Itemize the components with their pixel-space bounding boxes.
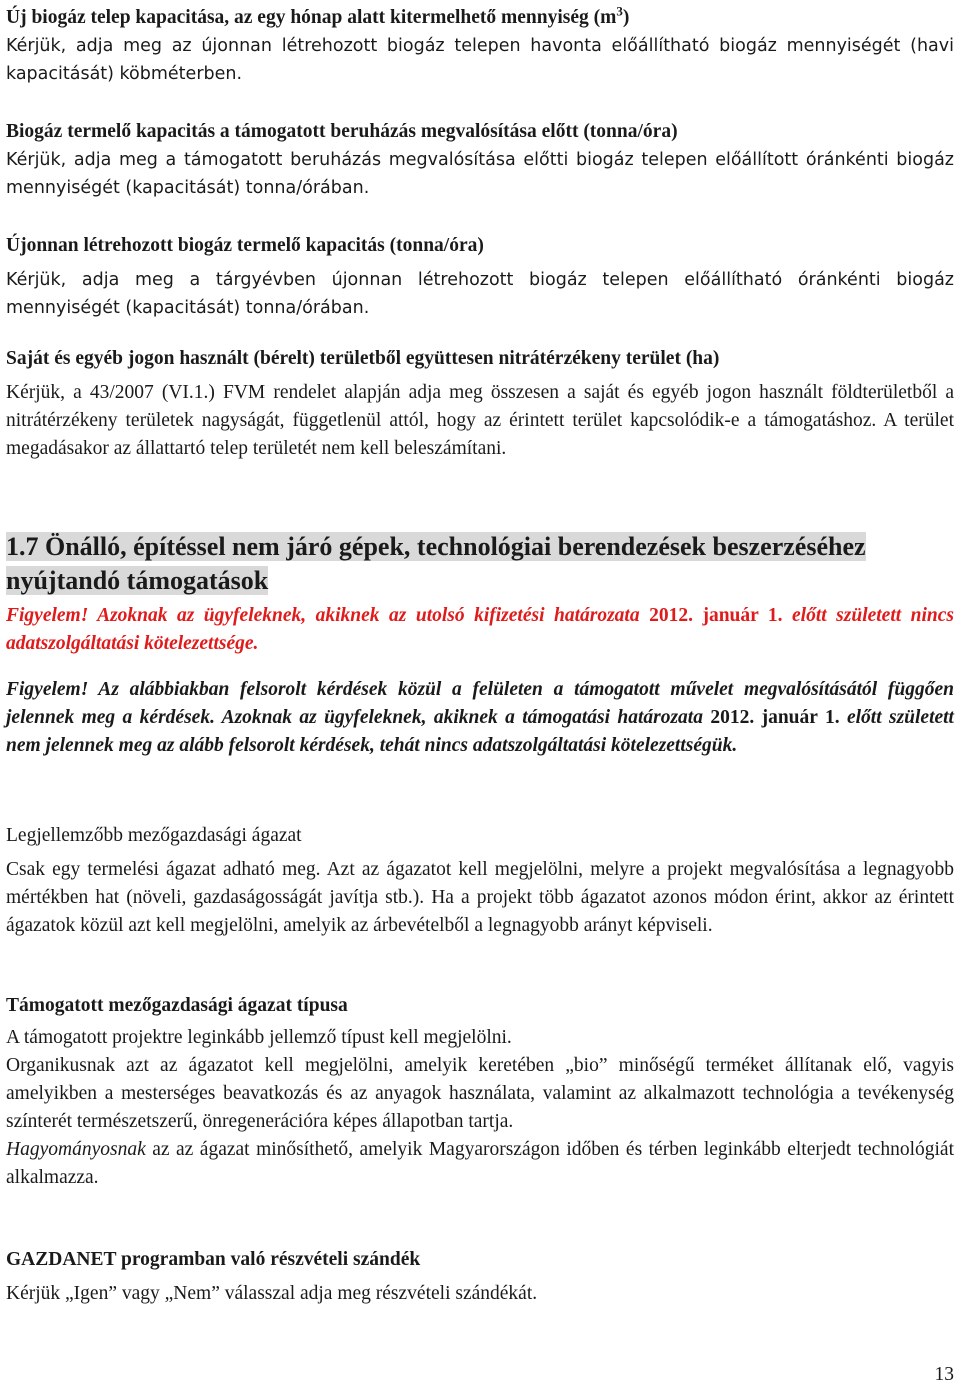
section-heading: Saját és egyéb jogon használt (bérelt) területből együttesen nitrátérzékeny terület (ha) xyxy=(6,348,720,369)
section-heading: Legjellemzőbb mezőgazdasági ágazat xyxy=(6,825,302,846)
superscript: 3 xyxy=(616,3,623,19)
section-heading: Támogatott mezőgazdasági ágazat típusa xyxy=(6,995,348,1016)
section-main-sector xyxy=(6,822,954,940)
section-biogas-new xyxy=(6,232,954,322)
warning-1: Figyelem! Azoknak az ügyfeleknek, akiknek az utolsó kifizetési határozata 2012. január 1. előtt született nincs adatszolgáltatási kötelezettsége. xyxy=(6,605,955,654)
section-heading: GAZDANET programban való részvételi szándék xyxy=(6,1249,421,1270)
section-1-7 xyxy=(6,530,954,760)
section-heading: Biogáz termelő kapacitás a támogatott beruházás megvalósítása előtt (tonna/óra) xyxy=(6,121,678,142)
section-heading: Újonnan létrehozott biogáz termelő kapacitás (tonna/óra) xyxy=(6,235,484,256)
section-text: Kérjük, adja meg a támogatott beruházás megvalósítása előtti biogáz telepen előállított óránkénti biogáz mennyiségét (kapacitását) tonna/órában. xyxy=(6,150,954,198)
section-text: Kérjük, adja meg az újonnan létrehozott biogáz telepen havonta előállítható biogáz mennyiségét (havi kapacitását) köbméterben. xyxy=(6,36,954,84)
section-text: Kérjük „Igen” vagy „Nem” válasszal adja meg részvételi szándékát. xyxy=(6,1283,538,1304)
section-text-3: Hagyományosnak az az ágazat minősíthető, amelyik Magyarországon időben és térben leginkább elterjedt technológiát alkalmazza. xyxy=(6,1139,954,1188)
section-biogas-before xyxy=(6,118,954,202)
section-text-1: A támogatott projektre leginkább jellemző típust kell megjelölni. xyxy=(6,1027,512,1048)
section-nitrate-area xyxy=(6,345,954,463)
section-gazdanet xyxy=(6,1246,954,1308)
section-heading: Új biogáz telep kapacitása, az egy hónap alatt kitermelhető mennyiség $(m^3)$ xyxy=(6,3,630,28)
section-text: Kérjük, adja meg a tárgyévben újonnan létrehozott biogáz telepen előállítható óránkénti biogáz mennyiségét (kapacitását) tonna/órában. xyxy=(6,270,954,318)
section-sector-type xyxy=(6,992,954,1192)
page-number: 13 xyxy=(934,1364,954,1385)
section-biogas-monthly xyxy=(6,4,954,88)
section-text: Csak egy termelési ágazat adható meg. Azt az ágazatot kell megjelölni, melyre a projekt megvalósítása a legnagyobb mértékben hat (növeli, gazdaságosságát javítja stb.). Ha a projekt több ágazatot azonos módon érint, akkor az érintett ágazatok közül azt kell megjelölni, amelyik az árbevételből a legnagyobb arányt képviseli. xyxy=(6,859,954,936)
section-text: Kérjük, a 43/2007 (VI.1.) FVM rendelet alapján adja meg összesen a saját és egyéb jogon használt földterületből a nitrátérzékeny területek nagyságát, függetlenül attól, hogy az érintett terület kapcsolódik-e a támogatáshoz. A terület megadásakor az állattartó telep területét nem kell beleszámítani. xyxy=(6,382,954,459)
chapter-heading: 1.7 Önálló, építéssel nem járó gépek, technológiai berendezések beszerzéséhez nyújtandó támogatások xyxy=(6,532,866,595)
section-text-2: Organikusnak azt az ágazatot kell megjelölni, amelyik keretében „bio” minőségű terméket állítanak elő, vagyis amelyikben a mesterséges beavatkozás és az anyagok használata, valamint az alkalmazott technológia a tevékenység színterét természetszerű, önregenerációra képes állapotban tartja. xyxy=(6,1055,954,1132)
warning-2: Figyelem! Az alábbiakban felsorolt kérdések közül a felületen a támogatott művelet megvalósításától függően jelennek meg a kérdések. Azoknak az ügyfeleknek, akiknek a támogatási határozata 2012. január 1. előtt született nem jelennek meg az alább felsorolt kérdések, tehát nincs adatszolgáltatási kötelezettségük. xyxy=(6,679,954,756)
